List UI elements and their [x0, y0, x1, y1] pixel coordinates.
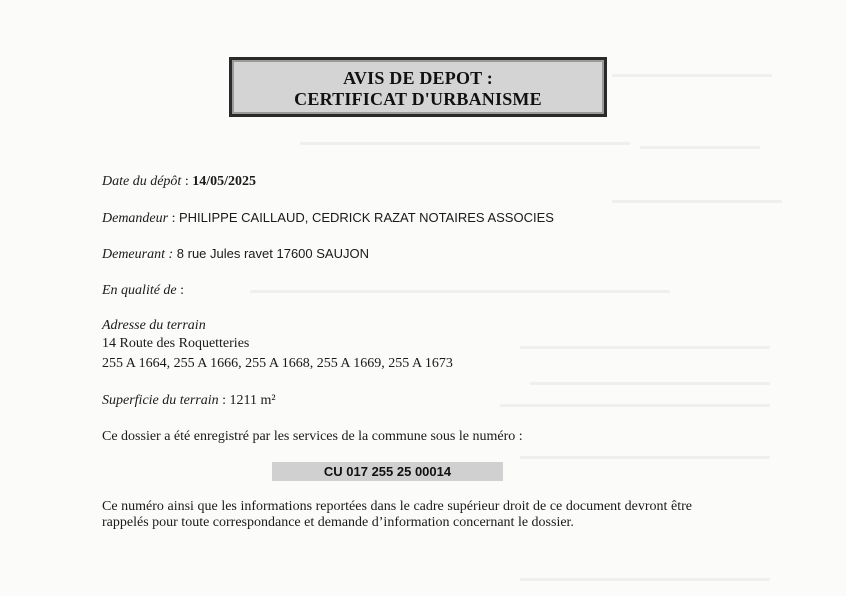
land-parcels: 255 A 1664, 255 A 1666, 255 A 1668, 255 A 1669, 255 A 1673	[102, 356, 453, 371]
applicant-label: Demandeur	[102, 211, 169, 226]
deposit-date-sep: :	[181, 174, 193, 189]
residence-value: 8 rue Jules ravet 17600 SAUJON	[173, 246, 369, 261]
land-address-label: Adresse du terrain	[102, 318, 206, 333]
applicant-sep: :	[168, 211, 179, 226]
bleed-through-mark	[250, 290, 670, 293]
title-line-2: CERTIFICAT D'URBANISME	[294, 89, 542, 109]
bleed-through-mark	[520, 346, 770, 349]
document-title-box	[229, 57, 607, 117]
bleed-through-mark	[500, 404, 770, 407]
residence-row	[102, 246, 369, 263]
registration-intro: Ce dossier a été enregistré par les services de la commune sous le numéro :	[102, 429, 523, 444]
deposit-date-label: Date du dépôt	[102, 174, 182, 189]
applicant-row	[102, 210, 554, 227]
land-address-heading	[102, 318, 206, 334]
footer-paragraph: Ce numéro ainsi que les informations reportées dans le cadre supérieur droit de ce document devront être rappelés pour toute correspondance et demande d’information concernant le dossier.	[102, 499, 692, 530]
applicant-value: PHILIPPE CAILLAUD, CEDRICK RAZAT NOTAIRES ASSOCIES	[179, 210, 554, 225]
bleed-through-mark	[520, 456, 770, 459]
registration-number: CU 017 255 25 00014	[323, 464, 452, 479]
bleed-through-mark	[300, 142, 630, 145]
land-area-row	[102, 393, 276, 409]
bleed-through-mark	[530, 382, 770, 385]
bleed-through-mark	[640, 146, 760, 149]
title-line-1: AVIS DE DEPOT :	[343, 68, 493, 88]
residence-label: Demeurant :	[102, 247, 174, 262]
capacity-label: En qualité de	[102, 283, 177, 298]
land-address-street: 14 Route des Roquetteries	[102, 336, 250, 351]
capacity-sep: :	[176, 283, 185, 298]
bleed-through-mark	[612, 200, 782, 203]
registration-number-box	[272, 462, 503, 481]
capacity-row	[102, 283, 184, 299]
deposit-date-row	[102, 174, 256, 190]
bleed-through-mark	[520, 578, 770, 581]
land-area-label: Superficie du terrain	[102, 393, 219, 408]
bleed-through-mark	[612, 74, 772, 77]
land-area-value: : 1211 m²	[218, 393, 276, 408]
deposit-date-value: 14/05/2025	[192, 174, 256, 189]
